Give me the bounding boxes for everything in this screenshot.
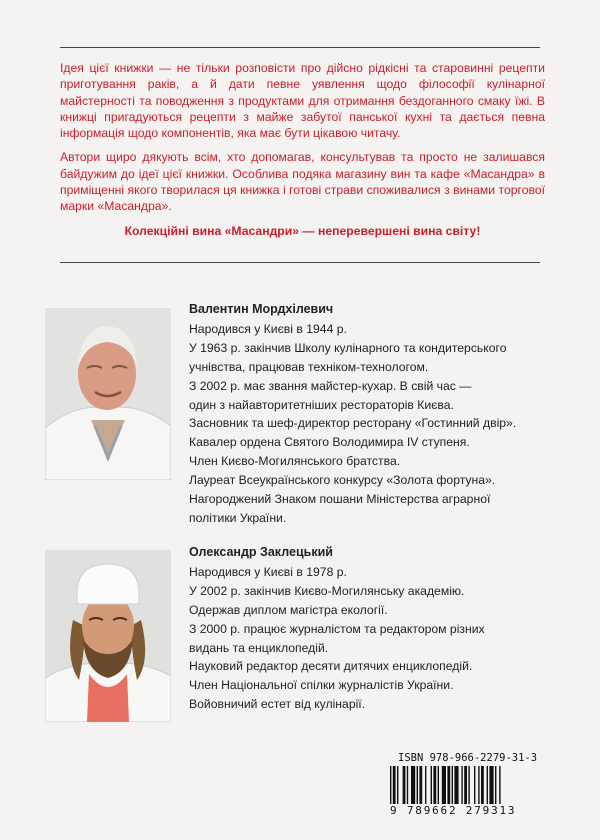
barcode-bar (478, 766, 479, 804)
top-divider (60, 47, 540, 48)
bio-line: Лауреат Всеукраїнського конкурсу «Золота фортуна». (189, 473, 496, 488)
barcode-bar (419, 766, 422, 804)
barcode-bar (393, 766, 396, 804)
bio-line: Науковий редактор десяти дитячих енциклопедій. (189, 659, 473, 674)
barcode-bar (438, 766, 439, 804)
barcode-bar (407, 766, 408, 804)
barcode-bar (442, 766, 446, 804)
barcode-bar (454, 766, 458, 804)
barcode-bar (499, 766, 500, 804)
bio-line: політики України. (189, 510, 287, 525)
bio-line: У 1963 р. закінчив Школу кулінарного та кондитерського (189, 340, 507, 355)
author-photo (45, 550, 171, 722)
author-bio (189, 300, 549, 528)
bio-line: Член Національної спілки журналістів України. (189, 678, 454, 693)
barcode-bar (452, 766, 453, 804)
barcode-bar (461, 766, 462, 804)
bio-line: видань та енциклопедій. (189, 640, 329, 655)
barcode-bar (487, 766, 488, 804)
slogan: Колекційні вина «Масандри» — неперевершені вина світу! (124, 223, 481, 238)
barcode-bar (447, 766, 450, 804)
barcode-bar (403, 766, 406, 804)
barcode-bar (397, 766, 398, 804)
bio-line: Войовничий естет від кулінарії. (189, 697, 366, 712)
author-name: Валентин Мордхілевич (189, 302, 334, 316)
barcode (380, 766, 560, 806)
bio-line: Одержав диплом магістра екології. (189, 602, 388, 617)
bio-line: Народився у Києві в 1944 р. (189, 321, 347, 336)
barcode-bar (433, 766, 436, 804)
bio-line: Нагороджений Знаком пошани Міністерства аграрної (189, 492, 491, 507)
bio-line: Засновник та шеф-директор ресторану «Гостинний двір». (189, 416, 517, 431)
intro-paragraph: Ідея цієї книжки — не тільки розповісти про дійсно рідкісні та старовинні рецепти приготування раків, а й дати певне уявлення щодо філософії кулінарної майстерності та поводження з продуктами для отримання бездоганного смаку їжі. В книжці пригадуються рецепти з майже забутої панської кухні та дається певна інформація щодо компонентів, яка має бути цікавою читачу. (60, 61, 545, 141)
barcode-digits: 9 789662 279313 (390, 804, 517, 817)
intro-paragraph: Автори щиро дякують всім, хто допомагав, консультував та просто не залишався байдужим до ідеї цієї книжки. Особлива подяка магазину вин та кафе «Масандра» в приміщенні якого творилася ця книжка і готові страви споживалися з винами торгової марки «Масандра». (60, 150, 545, 214)
bio-line: Народився у Києві в 1978 р. (189, 564, 347, 579)
bio-line: З 2002 р. має звання майстер-кухар. В свій час — (189, 378, 472, 393)
barcode-bar (474, 766, 475, 804)
barcode-bar (390, 766, 391, 804)
middle-divider (60, 262, 540, 263)
author-name: Олександр Заклецький (189, 545, 333, 559)
bio-line: У 2002 р. закінчив Києво-Могилянську академію. (189, 583, 465, 598)
bio-line: З 2000 р. працює журналістом та редактором різних (189, 621, 485, 636)
barcode-bar (417, 766, 418, 804)
bio-line: Член Києво-Могилянського братства. (189, 454, 401, 469)
isbn-label: ISBN 978-966-2279-31-3 (398, 752, 538, 764)
barcode-bar (464, 766, 467, 804)
author-bio (189, 543, 549, 714)
barcode-bar (481, 766, 484, 804)
author-photo (45, 308, 171, 480)
barcode-bar (489, 766, 493, 804)
bio-line: один з найавторитетніших рестораторів Києва. (189, 397, 454, 412)
barcode-bar (411, 766, 415, 804)
bio-line: Кавалер ордена Святого Володимира IV ступеня. (189, 435, 470, 450)
barcode-bar (425, 766, 426, 804)
barcode-bar (468, 766, 469, 804)
barcode-bar (495, 766, 496, 804)
barcode-bar (431, 766, 432, 804)
bio-line: учнівства, працював техніком-технологом. (189, 359, 429, 374)
intro-section (60, 60, 545, 247)
